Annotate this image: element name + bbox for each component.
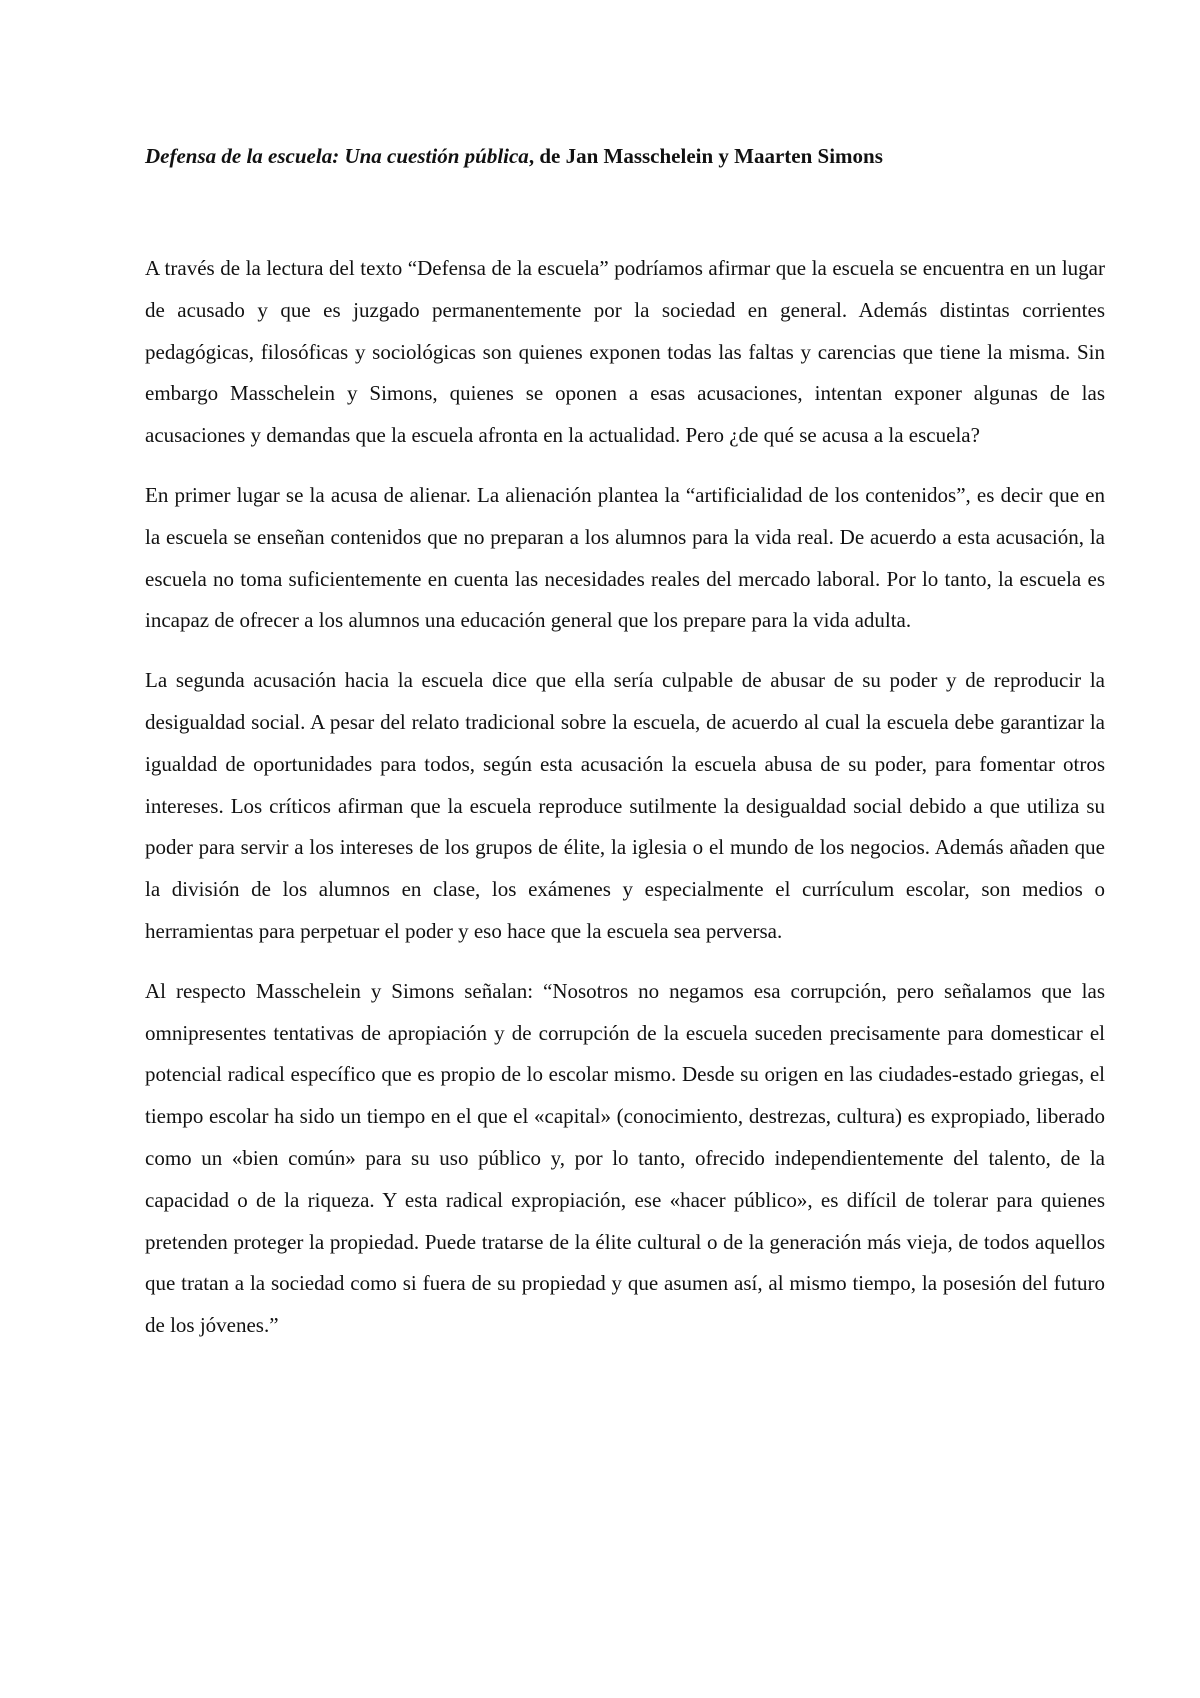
document-title [145, 136, 1105, 176]
document-page [145, 136, 1105, 1365]
title-authors: , de Jan Masschelein y Maarten Simons [528, 144, 883, 168]
paragraph-quote: Al respecto Masschelein y Simons señalan: “Nosotros no negamos esa corrupción, pero señalamos que las omnipresentes tentativas de apropiación y de corrupción de la escuela suceden precisamente para domesticar el potencial radical específico que es propio de lo escolar mismo. Desde su origen en las ciudades-estado griegas, el tiempo escolar ha sido un tiempo en el que el «capital» (conocimiento, destrezas, cultura) es expropiado, liberado como un «bien común» para su uso público y, por lo tanto, ofrecido independientemente del talento, de la capacidad o de la riqueza. Y esta radical expropiación, ese «hacer público», es difícil de tolerar para quienes pretenden proteger la propiedad. Puede tratarse de la élite cultural o de la generación más vieja, de todos aquellos que tratan a la sociedad como si fuera de su propiedad y que asumen así, al mismo tiempo, la posesión del futuro de los jóvenes.” [145, 978, 1105, 1338]
title-book-name: Defensa de la escuela: Una cuestión pública [145, 144, 529, 168]
paragraph-inequality: La segunda acusación hacia la escuela dice que ella sería culpable de abusar de su poder y de reproducir la desigualdad social. A pesar del relato tradicional sobre la escuela, de acuerdo al cual la escuela debe garantizar la igualdad de oportunidades para todos, según esta acusación la escuela abusa de su poder, para fomentar otros intereses. Los críticos afirman que la escuela reproduce sutilmente la desigualdad social debido a que utiliza su poder para servir a los intereses de los grupos de élite, la iglesia o el mundo de los negocios. Además añaden que la división de los alumnos en clase, los exámenes y especialmente el currículum escolar, son medios o herramientas para perpetuar el poder y eso hace que la escuela sea perversa. [145, 668, 1105, 943]
paragraph-intro: A través de la lectura del texto “Defensa de la escuela” podríamos afirmar que la escuela se encuentra en un lugar de acusado y que es juzgado permanentemente por la sociedad en general. Además distintas corrientes pedagógicas, filosóficas y sociológicas son quienes exponen todas las faltas y carencias que tiene la misma. Sin embargo Masschelein y Simons, quienes se oponen a esas acusaciones, intentan exponer algunas de las acusaciones y demandas que la escuela afronta en la actualidad. Pero ¿de qué se acusa a la escuela? [145, 256, 1105, 448]
paragraph-alienation: En primer lugar se la acusa de alienar. La alienación plantea la “artificialidad de los contenidos”, es decir que en la escuela se enseñan contenidos que no preparan a los alumnos para la vida real. De acuerdo a esta acusación, la escuela no toma suficientemente en cuenta las necesidades reales del mercado laboral. Por lo tanto, la escuela es incapaz de ofrecer a los alumnos una educación general que los prepare para la vida adulta. [145, 482, 1105, 633]
